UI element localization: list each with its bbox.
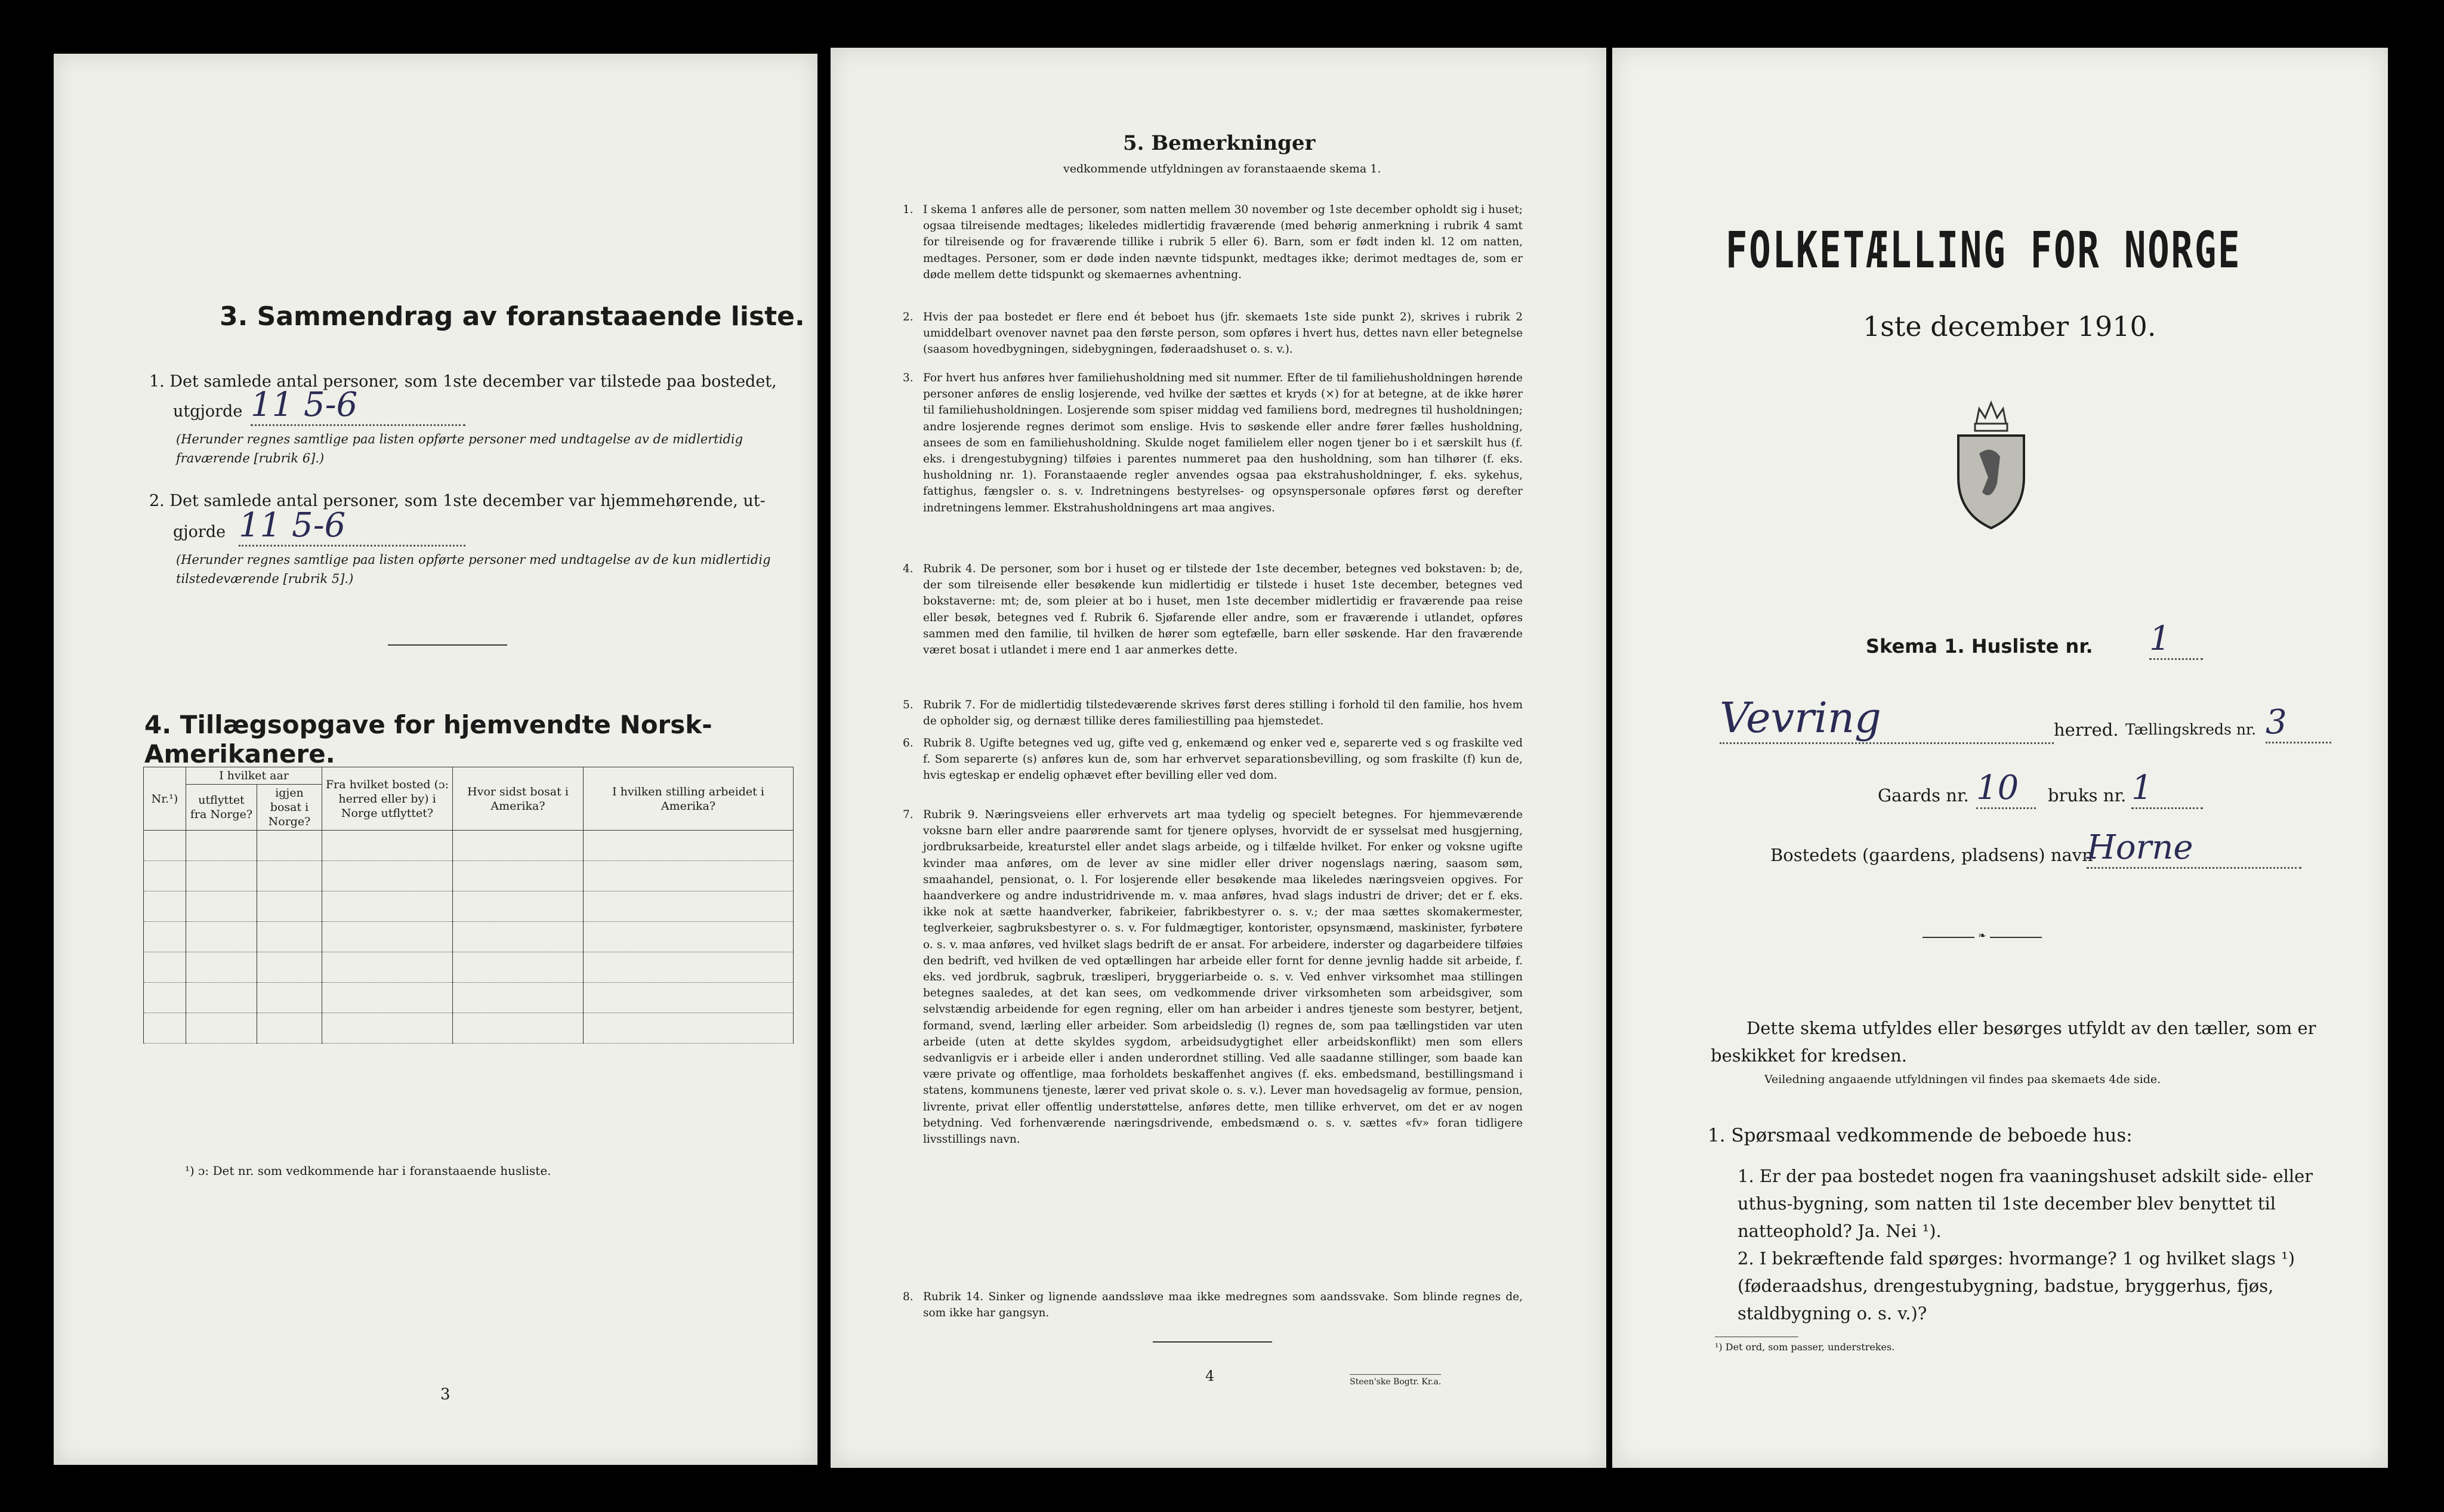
table-row [144, 983, 794, 1013]
norsk-amerikanere-table [143, 767, 794, 1044]
list-item: 8. Rubrik 14. Sinker og lignende aandssløve maa ikke medregnes som aandssvake. Som blinde regnes de, som ikke har gangsyn. [903, 1291, 1523, 1320]
page-middle [831, 48, 1606, 1468]
sec3-item1-line1: 1. Det samlede antal personer, som 1ste december var tilstede paa bostedet, [149, 372, 777, 391]
table-row [144, 891, 794, 922]
printer-mark: Steen'ske Bogtr. Kr.a. [1350, 1374, 1441, 1387]
table-row [144, 952, 794, 983]
footnote: ¹) ɔ: Det nr. som vedkommende har i foranstaaende husliste. [185, 1164, 551, 1178]
bosted-value: Horne [2087, 828, 2301, 869]
page-left [54, 54, 817, 1465]
bemerkninger-title: 5. Bemerkninger [1123, 131, 1316, 155]
skema-label: Skema 1. Husliste nr. [1866, 635, 2093, 658]
kreds-value: 3 [2266, 703, 2331, 743]
list-item: 4. Rubrik 4. De personer, som bor i huset og er tilstede der 1ste december, betegnes ved bokstaven: b; de, der som tilreisende eller besøkende kun midlertidig er tilstede i huset 1ste december, betegnes ved bokstaverne: mt; de, som pleier at bo i huset, men 1ste december midlertidig er fraværende paa reise eller besøk, betegnes ved f. Rubrik 6. Sjøfarende eller andre, som er fraværende i utlandet, opføres sammen med den familie, til hvilken de hører som egtefælle, barn eller søskende. Har den fraværende været bosat i utlandet i mere end 1 aar anmerkes dette. [903, 563, 1523, 657]
bruks-value: 1 [2131, 769, 2203, 809]
date: 1ste december 1910. [1863, 310, 2156, 342]
gaards-label: Gaards nr. [1878, 785, 1969, 806]
list-item: 3. For hvert hus anføres hver familiehusholdning med sit nummer. Efter de til familiehusholdningen hørende personer anføres de enslig losjerende, ved hvilke der sættes et kryds (×) for at betegne, at de ikke hører til familiehusholdningen. Losjerende som spiser middag ved familiens bord, medregnes til husholdningen; andre losjerende regnes derimot som enslige. Hvis to søskende eller andre fører fælles husholdning, ansees de som en familiehusholdning. Skulde noget familielem eller nogen tjener bo i et særskilt hus (f. eks. i drengestubygning) tilføies i parentes nummeret paa den husholdning, som han tilhører (f. eks. husholdning nr. 1). Foranstaaende regler anvendes ogsaa paa ekstrahusholdninger, f. eks. sykehus, fattighus, fængsler o. s. v. Indretningens bestyrelses- og opsynspersonale opføres først og derefter indretningens lemmer. Ekstrahusholdningens art maa angives. [903, 372, 1523, 514]
info-text: Dette skema utfyldes eller besørges utfyldt av den tæller, som er beskikket for kredsen. [1711, 1018, 2316, 1066]
table-row [144, 1013, 794, 1044]
page-right [1612, 48, 2388, 1468]
list-item: 5. Rubrik 7. For de midlertidig tilstedeværende skrives først deres stilling i forhold til den familie, hos hvem de opholder sig, og dernæst tillike deres familiestilling paa hjemstedet. [903, 699, 1523, 728]
question-1: 1. Er der paa bostedet nogen fra vaaningshuset adskilt side- eller uthus-bygning, som natten til 1ste december blev benyttet til natteophold? Ja. Nei ¹). [1738, 1166, 2313, 1241]
table-row [144, 831, 794, 861]
questions-title: 1. Spørsmaal vedkommende de beboede hus: [1708, 1125, 2133, 1146]
question-2: 2. I bekræftende fald spørges: hvormange? 1 og hvilket slags ¹) (føderaadshus, drengestubygning, badstue, bryggerhus, fjøs, staldbygning o. s. v.)? [1738, 1248, 2295, 1323]
col-nr: Nr.¹) [144, 767, 186, 831]
list-item: 6. Rubrik 8. Ugifte betegnes ved ug, gifte ved g, enkemænd og enker ved e, separerte ved s og fraskilte ved f. Som separerte (s) anføres kun de, som har erhvervet separationsbevilling, og som fraskilte (f) kun de, hvis egteskap er endelig ophævet efter bevilling eller ved dom. [903, 737, 1523, 782]
kreds-label: Tællingskreds nr. [2125, 721, 2257, 738]
sec3-item2-line1: 2. Det samlede antal personer, som 1ste december var hjemmehørende, ut- [149, 492, 766, 510]
section-3-title: 3. Sammendrag av foranstaaende liste. [220, 301, 805, 332]
husliste-value: 1 [2149, 619, 2203, 660]
page-number: 3 [440, 1386, 450, 1403]
table-row [144, 861, 794, 891]
bosted-label: Bostedets (gaardens, pladsens) navn [1770, 845, 2093, 865]
coat-of-arms-icon [1946, 388, 2036, 531]
herred-value: Vevring [1720, 693, 2054, 744]
main-title: FOLKETÆLLING FOR NORGE [1726, 221, 2242, 279]
col-stilling: I hvilken stilling arbeidet i Amerika? [584, 767, 794, 831]
divider [1153, 1341, 1272, 1343]
col-igjen: igjen bosat i Norge? [257, 785, 322, 831]
gaards-value: 10 [1976, 769, 2036, 809]
herred-label: herred. [2054, 720, 2119, 740]
section-4-title: 4. Tillægsopgave for hjemvendte Norsk-Amerikanere. [144, 710, 712, 769]
sec3-item2-value: 11 5-6 [239, 506, 465, 547]
sec3-item2-label: gjorde [173, 523, 226, 541]
table-row [144, 922, 794, 952]
list-item: 1. I skema 1 anføres alle de personer, som natten mellem 30 november og 1ste december opholdt sig i huset; ogsaa tilreisende medtages; likeledes midlertidig fraværende (med behørig anmerkning i rubrik 4 samt for tilreisende og for fraværende tillike i rubrik 5 eller 6). Barn, som er født inden kl. 12 om natten, medtages. Personer, som er døde inden nævnte tidspunkt, medtages ikke; derimot medtages de, som er døde mellem dette tidspunkt og skemaernes avhentning. [903, 203, 1523, 281]
bruks-label: bruks nr. [2048, 785, 2127, 806]
sec3-item1-note: (Herunder regnes samtlige paa listen opførte personer med undtagelse av de midlertidig fraværende [rubrik 6].) [176, 432, 743, 465]
sec3-item1-label: utgjorde [173, 402, 243, 421]
divider-ornament: ❧ [1923, 937, 2042, 949]
divider [388, 644, 507, 646]
sec3-item2-note: (Herunder regnes samtlige paa listen opførte personer med undtagelse av de kun midlertidig tilstedeværende [rubrik 5].) [176, 553, 771, 586]
info-text-small: Veiledning angaaende utfyldningen vil findes paa skemaets 4de side. [1764, 1073, 2161, 1086]
list-item: 2. Hvis der paa bostedet er flere end ét beboet hus (jfr. skemaets 1ste side punkt 2), skrives i rubrik 2 umiddelbart ovenover navnet paa den første person, som opføres i hvert hus, dettes navn eller betegnelse (saasom hovedbygningen, sidebygningen, føderaadshuset o. s. v.). [903, 311, 1523, 356]
footnote: ¹) Det ord, som passer, understrekes. [1715, 1341, 1895, 1353]
bemerkninger-subtitle: vedkommende utfyldningen av foranstaaende skema 1. [1063, 162, 1381, 175]
page-number: 4 [1205, 1368, 1215, 1384]
sec3-item1-value: 11 5-6 [251, 385, 465, 426]
col-fra: Fra hvilket bosted (ɔ: herred eller by) i Norge utflyttet? [322, 767, 453, 831]
col-hvor: Hvor sidst bosat i Amerika? [453, 767, 584, 831]
col-group: I hvilket aar [186, 767, 322, 785]
col-utflyttet: utflyttet fra Norge? [186, 785, 257, 831]
list-item: 7. Rubrik 9. Næringsveiens eller erhvervets art maa tydelig og specielt betegnes. For hjemmeværende voksne barn eller andre paarørende samt for tjenere oplyses, hvorvidt de er sysselsat med husgjerning, jordbruksarbeide, kreaturstel eller andet slags arbeide, og i tilfælde hvilket. For enker og voksne ugifte kvinder maa anføres, om de lever av sine midler eller driver nogenslags næring, saasom søm, smaahandel, pensionat, o. l. For losjerende eller besøkende maa likeledes næringsveien opgives. For haandverkere og andre industridrivende m. v. maa anføres, hvad slags industri de driver; det er f. eks. ikke nok at sætte haandverker, fabrikeier, fabrikbestyrer o. s. v.; der maa sættes skomakermester, teglverkeier, sagbruksbestyrer o. s. v. For fuldmægtiger, kontorister, opsynsmænd, maskinister, fyrbøtere o. s. v. maa anføres, ved hvilket slags bedrift de er ansat. For arbeidere, inderster og dagarbeidere tilføies den bedrift, ved hvilken de ved optællingen har arbeide eller fornt for denne jevnlig hadde sit arbeide, f. eks. ved jordbruk, sagbruk, træsliperi, bryggeriarbeide o. s. v. Ved enhver virksomhet maa stillingen betegnes saaledes, at det kan sees, om vedkommende driver virksomheten som arbeidsgiver, som selvstændig arbeidende for egen regning, eller om han arbeider i andres tjeneste som bestyrer, betjent, formand, svend, lærling eller arbeider. Som arbeidsledig (l) regnes de, som paa tællingstiden var uten arbeide (uten at dette skyldes sygdom, arbeidsudygtighet eller arbeidskonflikt) men som ellers sedvanligvis er i arbeide eller i anden underordnet stilling. Ved alle saadanne stillinger, som baade kan være private og offentlige, maa forholdets beskaffenhet angives (f. eks. embedsmand, bestillingsmand i statens, kommunens tjeneste, lærer ved privat skole o. s. v.). Lever man hovedsagelig av formue, pension, livrente, privat eller offentlig understøttelse, anføres dette, men tillike erhvervet, om det er av nogen betydning. Ved forhenværende næringsdrivende, embedsmænd o. s. v. sættes «fv» foran tidligere livsstillings navn. [903, 809, 1523, 1146]
